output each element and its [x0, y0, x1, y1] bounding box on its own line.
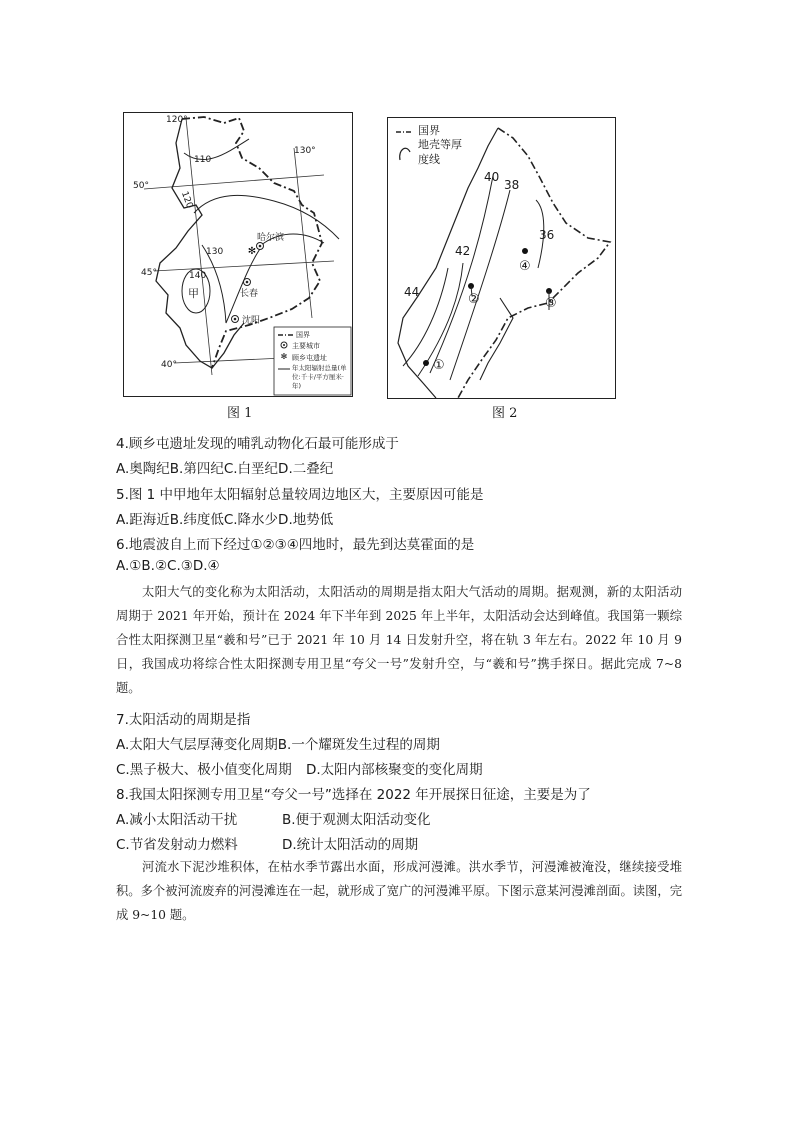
contour-44	[403, 268, 448, 366]
contour-label-38: 38	[504, 178, 520, 192]
contour-label-120: 120	[178, 190, 195, 210]
lat-label-50: 50°	[133, 181, 149, 191]
passage-floodplain: 河流水下泥沙堆积体，在枯水季节露出水面，形成河漫滩。洪水季节，河漫滩被淹没，继续接受堆积。多个被河流废弃的河漫滩连在一起，就形成了宽广的河漫滩平原。下图示意某河漫滩剖面。读图，完成 9~10 题。	[116, 860, 682, 922]
site-star-icon: ✻	[247, 246, 257, 257]
parallel-50	[144, 175, 324, 189]
question-8-option-d: D.统计太阳活动的周期	[282, 837, 419, 853]
question-6-stem: 6.地震波自上而下经过①②③④四地时，最先到达莫霍面的是	[116, 537, 475, 553]
legend-text-contour: 地壳等厚度线	[418, 138, 462, 166]
lon-label-120: 120°	[166, 115, 188, 125]
question-4-stem: 4.顾乡屯遗址发现的哺乳动物化石最可能形成于	[116, 436, 399, 452]
point-label-1: ①	[433, 358, 445, 373]
legend-text-border: 国界	[296, 331, 310, 339]
contour-38	[450, 190, 510, 380]
contour-label-110: 110	[194, 155, 212, 165]
legend-text-border: 国界	[418, 124, 440, 137]
contour-label-42: 42	[455, 244, 471, 258]
national-border	[458, 128, 610, 398]
city-label-harbin: 哈尔滨	[257, 233, 285, 243]
city-label-changchun: 长春	[240, 289, 259, 299]
figure-1-caption: 图 1	[227, 406, 253, 421]
point-4-marker	[522, 248, 528, 254]
question-8-option-a: A.减小太阳活动干扰	[116, 812, 238, 828]
question-7-option-d: D.太阳内部核聚变的变化周期	[306, 762, 483, 778]
region-label-jia: 甲	[188, 287, 199, 300]
city-label-shenyang: 沈阳	[242, 316, 261, 326]
parallel-40	[174, 358, 284, 363]
contour-label-140: 140	[189, 271, 207, 281]
contour-label-36: 36	[539, 228, 555, 242]
city-dot-changchun	[246, 281, 249, 284]
coastline	[398, 128, 498, 398]
meridian-130	[294, 148, 312, 318]
contour-label-130: 130	[206, 247, 224, 257]
question-7-option-c: C.黑子极大、极小值变化周期	[116, 762, 292, 778]
figure-2-caption: 图 2	[492, 406, 518, 421]
question-8-stem: 8.我国太阳探测专用卫星“夸父一号”选择在 2022 年开展探日征途，主要是为了	[116, 787, 591, 803]
question-6-options: A.①B.②C.③D.④	[116, 558, 220, 574]
legend-contour-swatch	[400, 148, 410, 160]
lat-label-45: 45°	[141, 268, 157, 278]
point-label-2: ②	[468, 292, 480, 307]
legend-text-isoline: 年太阳辐射总量(单位:千卡/平方厘米·年)	[292, 364, 347, 390]
point-label-3: ③	[545, 296, 557, 311]
contour-label-40: 40	[484, 170, 500, 184]
passage-solar-activity: 太阳大气的变化称为太阳活动，太阳活动的周期是指太阳大气活动的周期。据观测，新的太阳活动周期于 2021 年开始，预计在 2024 年下半年到 2025 年上半年，太阳活动会达到峰值。我国第一颗综合性太阳探测卫星“羲和号”已于 2021 年 10 月 14 日发射升空，将在轨 3 年左右。2022 年 10 月 9 日，我国成功将综合性太阳探测专用卫星“夸父一号”发射升空，与“羲和号”携手探日。据此完成 7~8 题。	[116, 585, 682, 695]
question-8-option-c: C.节省发射动力燃料	[116, 837, 238, 853]
city-dot-harbin	[259, 245, 262, 248]
question-5-options: A.距海近B.纬度低C.降水少D.地势低	[116, 512, 334, 528]
question-7-options-ab: A.太阳大气层厚薄变化周期B.一个耀斑发生过程的周期	[116, 737, 440, 753]
point-1-marker	[423, 360, 429, 366]
question-7-stem: 7.太阳活动的周期是指	[116, 712, 251, 728]
question-5-stem: 5.图 1 中甲地年太阳辐射总量较周边地区大，主要原因可能是	[116, 487, 484, 503]
question-8-option-b: B.便于观测太阳活动变化	[282, 812, 431, 828]
legend-text-site: 顾乡屯遗址	[292, 354, 327, 362]
contour-label-44: 44	[404, 285, 420, 299]
legend-city-swatch-dot	[283, 344, 285, 346]
city-dot-shenyang	[234, 318, 237, 321]
question-4-options: A.奥陶纪B.第四纪C.白垩纪D.二叠纪	[116, 461, 334, 477]
point-label-4: ④	[519, 259, 531, 274]
lon-label-130: 130°	[294, 146, 316, 156]
lat-label-40: 40°	[161, 360, 177, 370]
figure-2-map	[387, 117, 616, 399]
figure-1-map	[123, 112, 353, 397]
legend-text-city: 主要城市	[292, 342, 320, 350]
legend-site-swatch: ✻	[280, 352, 288, 361]
